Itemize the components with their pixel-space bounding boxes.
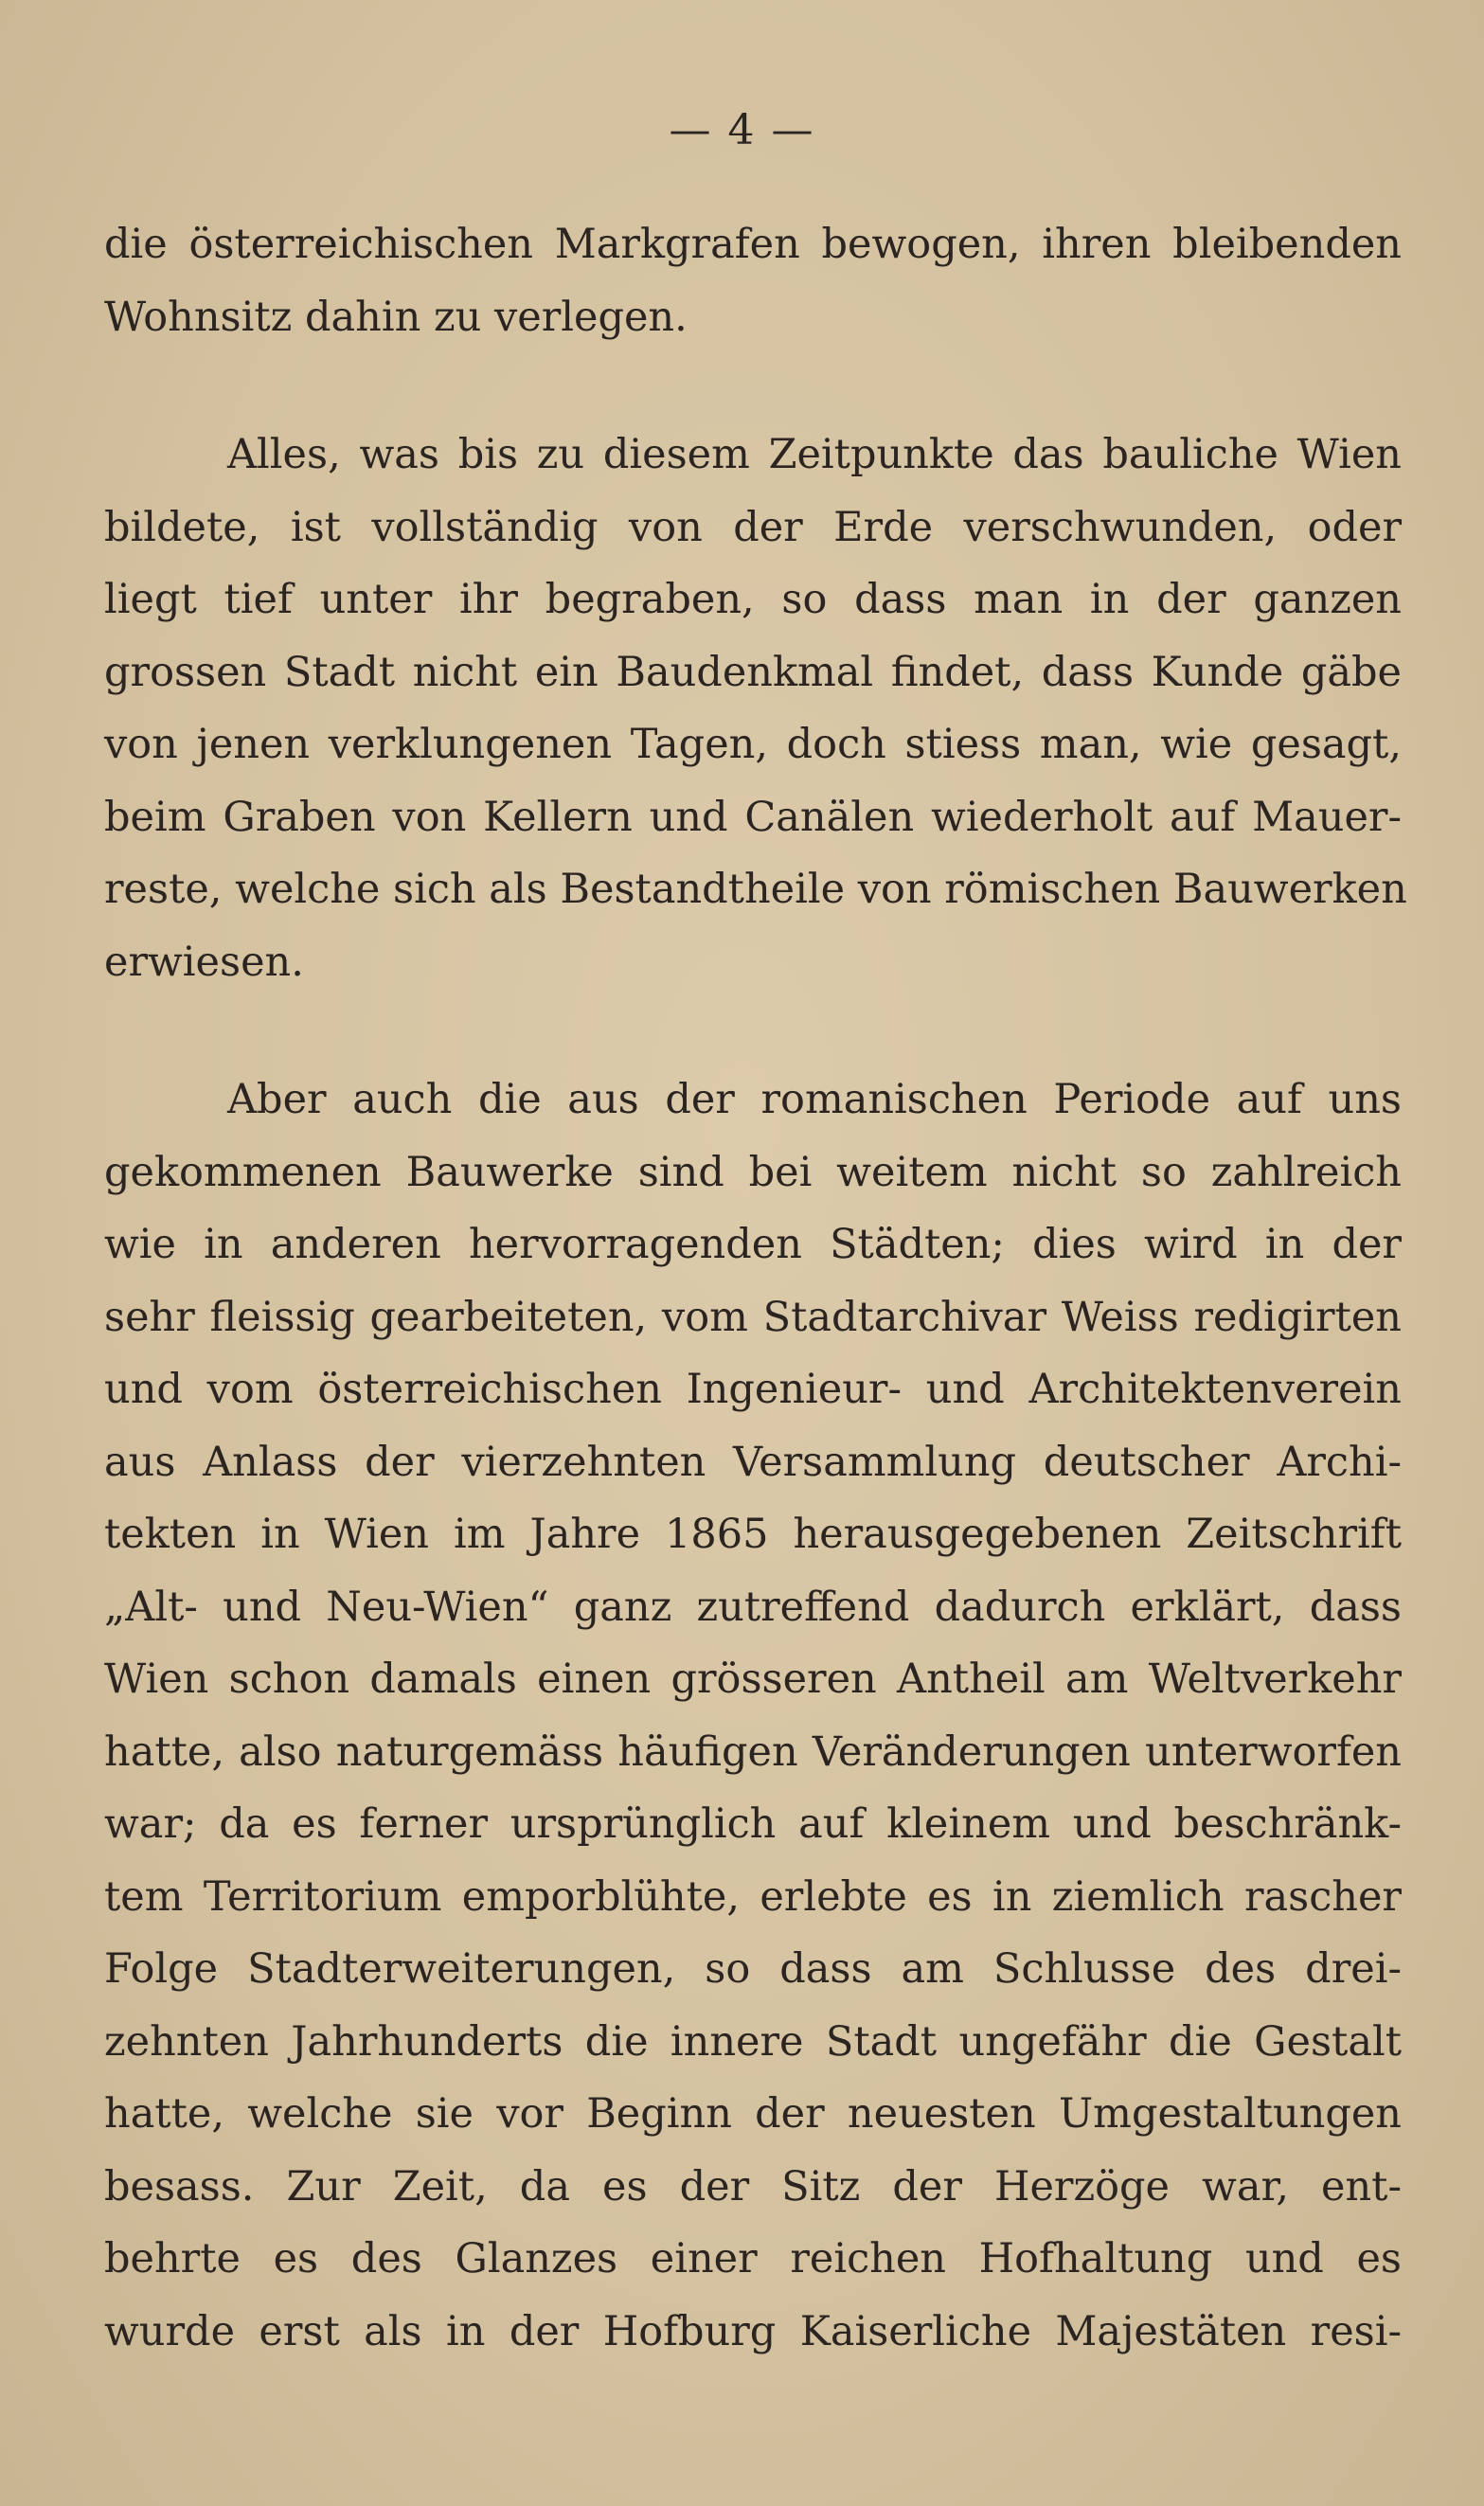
- text-line: gekommenen Bauwerke sind bei weitem nicht so zahlreich: [104, 1148, 1402, 1196]
- text-line: grossen Stadt nicht ein Baudenkmal findet, dass Kunde gäbe: [104, 648, 1402, 696]
- paragraph-2: [104, 419, 1407, 998]
- text-line: von jenen verklungenen Tagen, doch stiess man, wie gesagt,: [104, 721, 1402, 768]
- paragraph-1: [104, 208, 1402, 353]
- paragraph-3: [104, 1064, 1402, 2368]
- text-line: wie in anderen hervorragenden Städten; dies wird in der: [104, 1221, 1402, 1268]
- text-line: die österreichischen Markgrafen bewogen, ihren bleibenden: [104, 221, 1402, 268]
- text-line: „Alt- und Neu-Wien“ ganz zutreffend dadurch erklärt, dass: [104, 1583, 1402, 1631]
- text-line: war; da es ferner ursprünglich auf kleinem und beschränk-: [104, 1800, 1402, 1848]
- text-line: aus Anlass der vierzehnten Versammlung deutscher Archi-: [104, 1438, 1402, 1486]
- text-line: beim Graben von Kellern und Canälen wiederholt auf Mauer-: [104, 793, 1402, 841]
- text-line: Alles, was bis zu diesem Zeitpunkte das bauliche Wien: [227, 431, 1402, 478]
- text-line: tekten in Wien im Jahre 1865 herausgegebenen Zeitschrift: [104, 1511, 1402, 1558]
- text-line: wurde erst als in der Hofburg Kaiserliche Majestäten resi-: [104, 2307, 1402, 2355]
- text-line: bildete, ist vollständig von der Erde verschwunden, oder: [104, 503, 1402, 551]
- text-line: erwiesen.: [104, 938, 304, 986]
- text-line: hatte, also naturgemäss häufigen Veränderungen unterworfen: [104, 1727, 1402, 1776]
- text-line: und vom österreichischen Ingenieur- und Architektenverein: [104, 1366, 1402, 1413]
- text-line: Aber auch die aus der romanischen Periode auf uns: [227, 1076, 1402, 1123]
- text-line: behrte es des Glanzes einer reichen Hofhaltung und es: [104, 2235, 1402, 2282]
- body-text: [104, 208, 1407, 2368]
- text-line: reste, welche sich als Bestandtheile von römischen Bauwerken: [104, 866, 1407, 913]
- page-number: — 4 —: [669, 106, 815, 154]
- text-line: sehr fleissig gearbeiteten, vom Stadtarchivar Weiss redigirten: [104, 1293, 1402, 1341]
- text-line: liegt tief unter ihr begraben, so dass man in der ganzen: [104, 576, 1402, 623]
- text-line: hatte, welche sie vor Beginn der neuesten Umgestaltungen: [104, 2090, 1402, 2138]
- text-line: zehnten Jahrhunderts die innere Stadt ungefähr die Gestalt: [104, 2017, 1402, 2066]
- text-line: besass. Zur Zeit, da es der Sitz der Herzöge war, ent-: [104, 2162, 1402, 2211]
- text-line: Wohnsitz dahin zu verlegen.: [104, 293, 688, 341]
- text-line: Folge Stadterweiterungen, so dass am Schlusse des drei-: [104, 1945, 1402, 1993]
- text-line: Wien schon damals einen grösseren Antheil am Weltverkehr: [104, 1656, 1402, 1703]
- text-line: tem Territorium emporblühte, erlebte es in ziemlich rascher: [104, 1872, 1402, 1921]
